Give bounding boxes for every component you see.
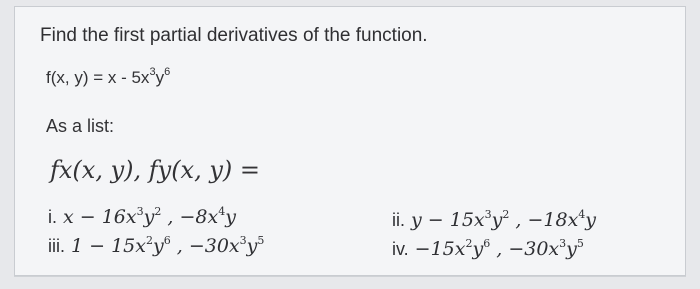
option-i-term: x − 16x — [63, 206, 137, 228]
bottom-divider — [14, 276, 686, 277]
exponent: 3 — [239, 234, 247, 247]
exponent: 4 — [218, 205, 226, 218]
option-iii-label: iii. — [48, 236, 65, 256]
option-iii-second-term: , −30x — [170, 235, 240, 257]
option-ii-label: ii. — [392, 210, 405, 230]
option-iii-term: 1 − 15x — [71, 235, 146, 257]
option-i-var: y — [143, 206, 155, 228]
option-ii[interactable] — [392, 209, 596, 231]
option-i-label: i. — [48, 207, 57, 227]
function-exponent-y: 6 — [164, 66, 171, 78]
option-ii-second-term: , −18x — [509, 209, 579, 231]
option-iv-label: iv. — [392, 239, 409, 259]
option-i-var2: y — [225, 206, 236, 228]
partial-derivatives-expression: fx(x, y), fy(x, y) = — [50, 156, 261, 184]
option-iv-second-term: , −30x — [490, 238, 560, 260]
exponent: 3 — [559, 237, 567, 250]
question-title: Find the first partial derivatives of the function. — [40, 25, 428, 46]
function-exponent-x: 3 — [149, 66, 156, 78]
option-ii-var: y — [491, 209, 503, 231]
exponent: 2 — [145, 234, 153, 247]
exponent: 3 — [136, 205, 144, 218]
option-iii[interactable] — [48, 235, 264, 257]
option-iii-var2: y — [246, 235, 258, 257]
exponent: 2 — [465, 237, 473, 250]
option-iii-var: y — [152, 235, 164, 257]
function-definition — [46, 68, 170, 88]
option-i[interactable] — [48, 206, 236, 228]
option-ii-term: y − 15x — [411, 209, 485, 231]
exponent: 5 — [257, 234, 265, 247]
option-i-second-term: , −8x — [161, 206, 219, 228]
exponent: 5 — [576, 237, 584, 250]
function-mid: y — [155, 68, 165, 87]
option-iv-term: −15x — [414, 238, 466, 260]
option-iv-var2: y — [566, 238, 577, 260]
exponent: 2 — [502, 208, 510, 221]
function-prefix: f(x, y) = x - 5x — [46, 68, 150, 87]
exponent: 6 — [483, 237, 491, 250]
option-iv-var: y — [472, 238, 484, 260]
exponent: 2 — [154, 205, 162, 218]
option-ii-var2: y — [585, 209, 597, 231]
option-iv[interactable] — [392, 238, 584, 260]
exponent: 6 — [163, 234, 171, 247]
exponent: 4 — [578, 208, 586, 221]
exponent: 3 — [484, 208, 492, 221]
list-label: As a list: — [46, 116, 115, 136]
